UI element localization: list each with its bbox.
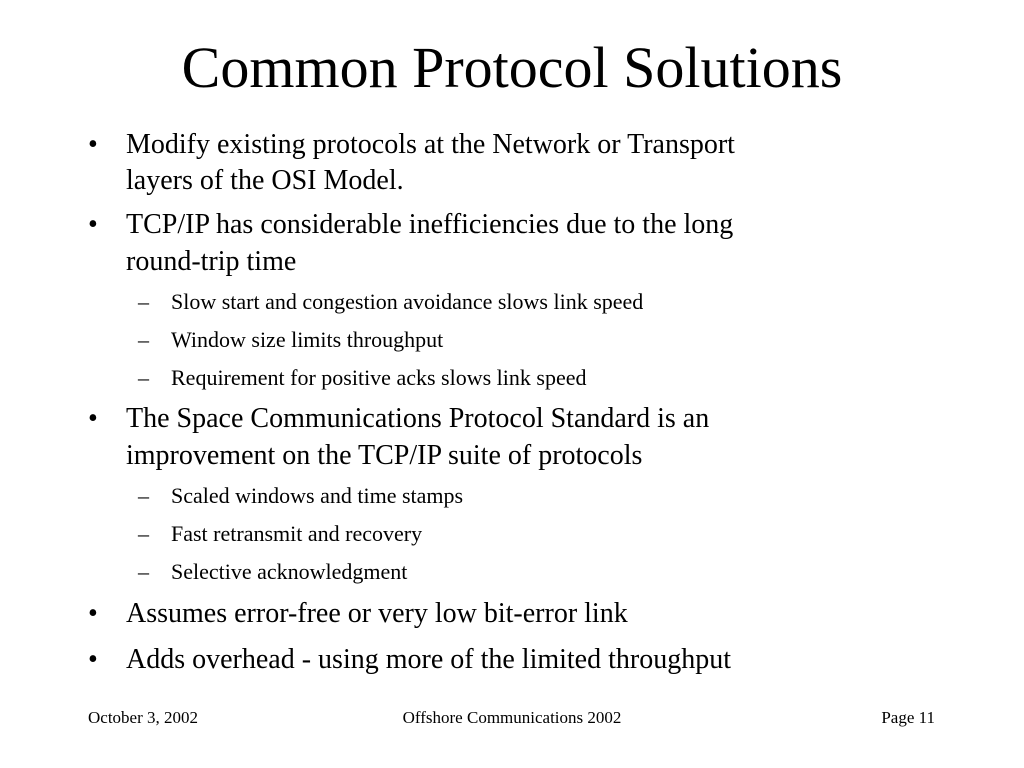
footer-date: October 3, 2002 [88,708,199,727]
bullet-text-line: layers of the OSI Model. [126,165,404,196]
sub-bullet-marker: – [138,365,149,390]
sub-bullet-text: Fast retransmit and recovery [171,521,423,546]
sub-bullet-marker: – [138,521,149,546]
bullet-marker: • [88,403,98,434]
bullet-marker: • [88,129,98,160]
sub-bullet-text: Selective acknowledgment [171,559,408,584]
bullet-text-line: improvement on the TCP/IP suite of protocols [126,440,643,471]
bullet-marker: • [88,644,98,675]
bullet-text-line: Adds overhead - using more of the limited throughput [126,644,731,675]
sub-bullet-marker: – [138,483,149,508]
sub-bullet-marker: – [138,327,149,352]
bullet-marker: • [88,209,98,240]
bullet-text-line: TCP/IP has considerable inefficiencies due to the long [126,209,734,240]
sub-bullet-marker: – [138,289,149,314]
bullet-text-line: Modify existing protocols at the Network or Transport [126,129,735,160]
footer-page-number: Page 11 [881,708,935,727]
sub-bullet-text: Scaled windows and time stamps [171,483,464,508]
bullet-text-line: The Space Communications Protocol Standard is an [126,403,710,434]
sub-bullet-marker: – [138,559,149,584]
sub-bullet-text: Window size limits throughput [171,327,444,352]
bullet-marker: • [88,598,98,629]
footer-title: Offshore Communications 2002 [402,708,622,727]
bullet-text-line: round-trip time [126,246,297,277]
sub-bullet-text: Requirement for positive acks slows link speed [171,365,587,390]
sub-bullet-text: Slow start and congestion avoidance slows link speed [171,289,644,314]
slide-title: Common Protocol Solutions [181,35,843,100]
bullet-text-line: Assumes error-free or very low bit-error link [126,598,628,629]
